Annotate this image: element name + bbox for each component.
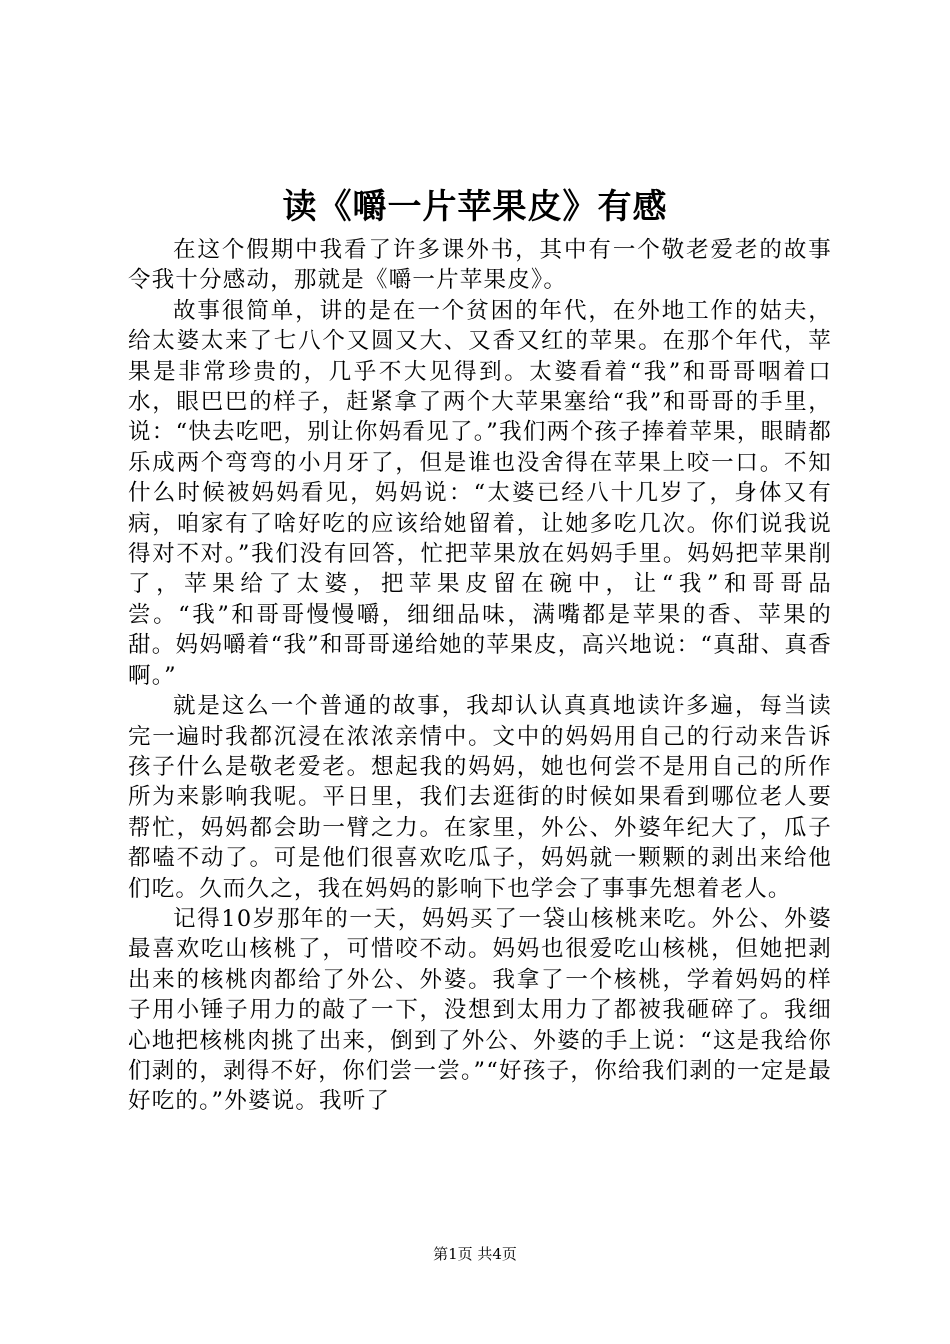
paragraph: 在这个假期中我看了许多课外书，其中有一个敬老爱老的故事令我十分感动，那就是《嚼一片苹果皮》。 xyxy=(128,237,832,294)
page-title: 读《嚼一片苹果皮》有感 xyxy=(282,187,668,227)
paragraph: 记得10岁那年的一天，妈妈买了一袋山核桃来吃。外公、外婆最喜欢吃山核桃了，可惜咬不动。妈妈也很爱吃山核桃，但她把剥出来的核桃肉都给了外公、外婆。我拿了一个核桃，学着妈妈的样子用小锤子用力的敲了一下，没想到太用力了都被我砸碎了。我细心地把核桃肉挑了出来，倒到了外公、外婆的手上说：“这是我给你们剥的，剥得不好，你们尝一尝。”“好孩子，你给我们剥的一定是最好吃的。”外婆说。我听了 xyxy=(128,905,832,1115)
article-body xyxy=(128,235,832,1117)
paragraph: 就是这么一个普通的故事，我却认认真真地读许多遍，每当读完一遍时我都沉浸在浓浓亲情中。文中的妈妈用自己的行动来告诉孩子什么是敬老爱老。想起我的妈妈，她也何尝不是用自己的所作所为来影响我呢。平日里，我们去逛街的时候如果看到哪位老人要帮忙，妈妈都会助一臂之力。在家里，外公、外婆年纪大了，瓜子都嗑不动了。可是他们很喜欢吃瓜子，妈妈就一颗颗的剥出来给他们吃。久而久之，我在妈妈的影响下也学会了事事先想着老人。 xyxy=(128,693,832,902)
paragraph: 故事很简单，讲的是在一个贫困的年代，在外地工作的姑夫，给太婆太来了七八个又圆又大、又香又红的苹果。在那个年代，苹果是非常珍贵的，几乎不大见得到。太婆看着“我”和哥哥咽着口水，眼巴巴的样子，赶紧拿了两个大苹果塞给“我”和哥哥的手里，说：“快去吃吧，别让你妈看见了。”我们两个孩子捧着苹果，眼睛都乐成两个弯弯的小月牙了，但是谁也没舍得在苹果上咬一口。不知什么时候被妈妈看见，妈妈说：“太婆已经八十几岁了，身体又有病，咱家有了啥好吃的应该给她留着，让她多吃几次。你们说我说得对不对。”我们没有回答，忙把苹果放在妈妈手里。妈妈把苹果削了，苹果给了太婆，把苹果皮留在碗中，让“我”和哥哥品尝。“我”和哥哥慢慢嚼，细细品味，满嘴都是苹果的香、苹果的甜。妈妈嚼着“我”和哥哥递给她的苹果皮，高兴地说：“真甜、真香啊。” xyxy=(128,297,832,689)
page-number-footer: 第1页 共4页 xyxy=(433,1245,517,1263)
